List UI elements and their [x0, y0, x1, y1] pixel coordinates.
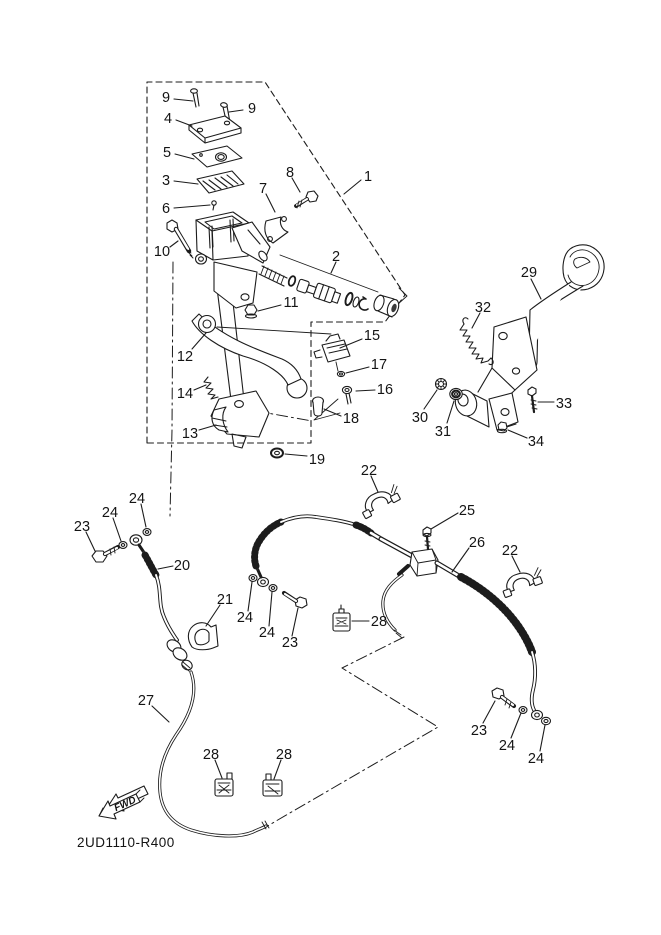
callout-20: 20 [173, 558, 191, 574]
callout-18: 18 [342, 411, 360, 427]
callout-22-upper: 22 [360, 463, 378, 479]
callout-16: 16 [376, 382, 394, 398]
callout-23-upper: 23 [73, 519, 91, 535]
part-16-switch-screw [342, 386, 351, 404]
callout-28-right: 28 [275, 747, 293, 763]
callout-10: 10 [153, 244, 171, 260]
part-3-diaphragm [197, 171, 244, 193]
lower-hose-assembly [249, 483, 551, 725]
part-22-clamp-upper [357, 483, 403, 519]
part-22-clamp-lower [499, 566, 546, 598]
part-24-washer-lower-b [542, 717, 551, 724]
part-6-float [212, 201, 216, 210]
part-4-reservoir-cap [189, 116, 241, 143]
callout-5: 5 [162, 145, 172, 161]
callout-24-f: 24 [527, 751, 545, 767]
part-17-washer-small [337, 371, 344, 376]
callout-24-d: 24 [258, 625, 276, 641]
part-23-bolt-lower [492, 688, 514, 708]
callout-24-a: 24 [101, 505, 119, 521]
part-24-washer-mid-a [249, 575, 257, 582]
leader-lines [86, 99, 554, 779]
callout-2: 2 [331, 249, 341, 265]
callout-13: 13 [181, 426, 199, 442]
part-8-clamp-bolt [296, 191, 318, 208]
callout-30: 30 [411, 410, 429, 426]
mounting-bracket-plate [214, 262, 257, 308]
part-33-bolt [528, 387, 537, 412]
part-23-bolt-upper [92, 547, 118, 562]
part-28-grommet-left [215, 773, 233, 796]
part-30-lock-washer [436, 379, 447, 390]
callout-26: 26 [468, 535, 486, 551]
part-28-grommet-right [263, 774, 282, 796]
part-28-grommet-mid [333, 605, 350, 631]
part-7-clamp-half [265, 217, 288, 243]
callout-21: 21 [216, 592, 234, 608]
part-9-screw-left [191, 89, 199, 107]
callout-9-right: 9 [247, 101, 257, 117]
callout-34: 34 [527, 434, 545, 450]
callout-23-mid: 23 [281, 635, 299, 651]
master-cylinder-assembly [167, 89, 401, 458]
callout-24-e: 24 [498, 738, 516, 754]
callout-27: 27 [137, 693, 155, 709]
callout-17: 17 [370, 357, 388, 373]
callout-9-left: 9 [161, 90, 171, 106]
callout-19: 19 [308, 452, 326, 468]
callout-32: 32 [474, 300, 492, 316]
callout-23-lower: 23 [470, 723, 488, 739]
part-24-washer-mid-b [269, 585, 277, 592]
part-25-clamp-bolt [423, 527, 431, 549]
diagram-code: 2UD1110-R400 [77, 835, 175, 850]
callout-25: 25 [458, 503, 476, 519]
part-20-brake-hose [130, 535, 194, 672]
callout-28-left: 28 [202, 747, 220, 763]
callout-31: 31 [434, 424, 452, 440]
part-14-spring-small [204, 377, 218, 399]
callout-6: 6 [161, 201, 171, 217]
callout-15: 15 [363, 328, 381, 344]
callout-14: 14 [176, 386, 194, 402]
part-23-bolt-mid [284, 593, 307, 608]
part-34-nut [498, 422, 508, 433]
part-32-spring [460, 318, 493, 365]
callout-1: 1 [363, 169, 373, 185]
part-24-washer-upper-a [119, 542, 127, 549]
outlet-ring-boss [196, 254, 207, 264]
callout-4: 4 [163, 111, 173, 127]
fwd-label: FWD [112, 794, 138, 815]
part-15-brake-switch [314, 334, 350, 371]
callout-24-c: 24 [236, 610, 254, 626]
part-21-hose-clamp [188, 623, 218, 650]
brake-pedal-assembly [436, 245, 605, 433]
part-13-clamp-bracket [211, 391, 269, 448]
callout-11: 11 [283, 295, 299, 311]
part-5-diaphragm-plate [192, 146, 242, 167]
part-19-washer [271, 449, 283, 458]
part-24-washer-upper-b [143, 529, 151, 536]
callout-29: 29 [520, 265, 538, 281]
callout-7: 7 [258, 181, 268, 197]
part-2-piston-kit [259, 255, 401, 318]
callout-8: 8 [285, 165, 295, 181]
section-lines [170, 262, 438, 828]
fwd-arrow [99, 786, 148, 819]
callout-12: 12 [176, 349, 194, 365]
part-18-pushrod-pin [313, 397, 324, 416]
callout-28-mid: 28 [370, 614, 388, 630]
part-31-seal [450, 388, 462, 399]
part-11-flange-nut [245, 305, 257, 318]
part-24-washer-lower-a [519, 707, 527, 714]
callout-3: 3 [161, 173, 171, 189]
part-10-union-bolt [167, 220, 193, 258]
callout-24-b: 24 [128, 491, 146, 507]
callout-22-lower: 22 [501, 543, 519, 559]
callout-33: 33 [555, 396, 573, 412]
